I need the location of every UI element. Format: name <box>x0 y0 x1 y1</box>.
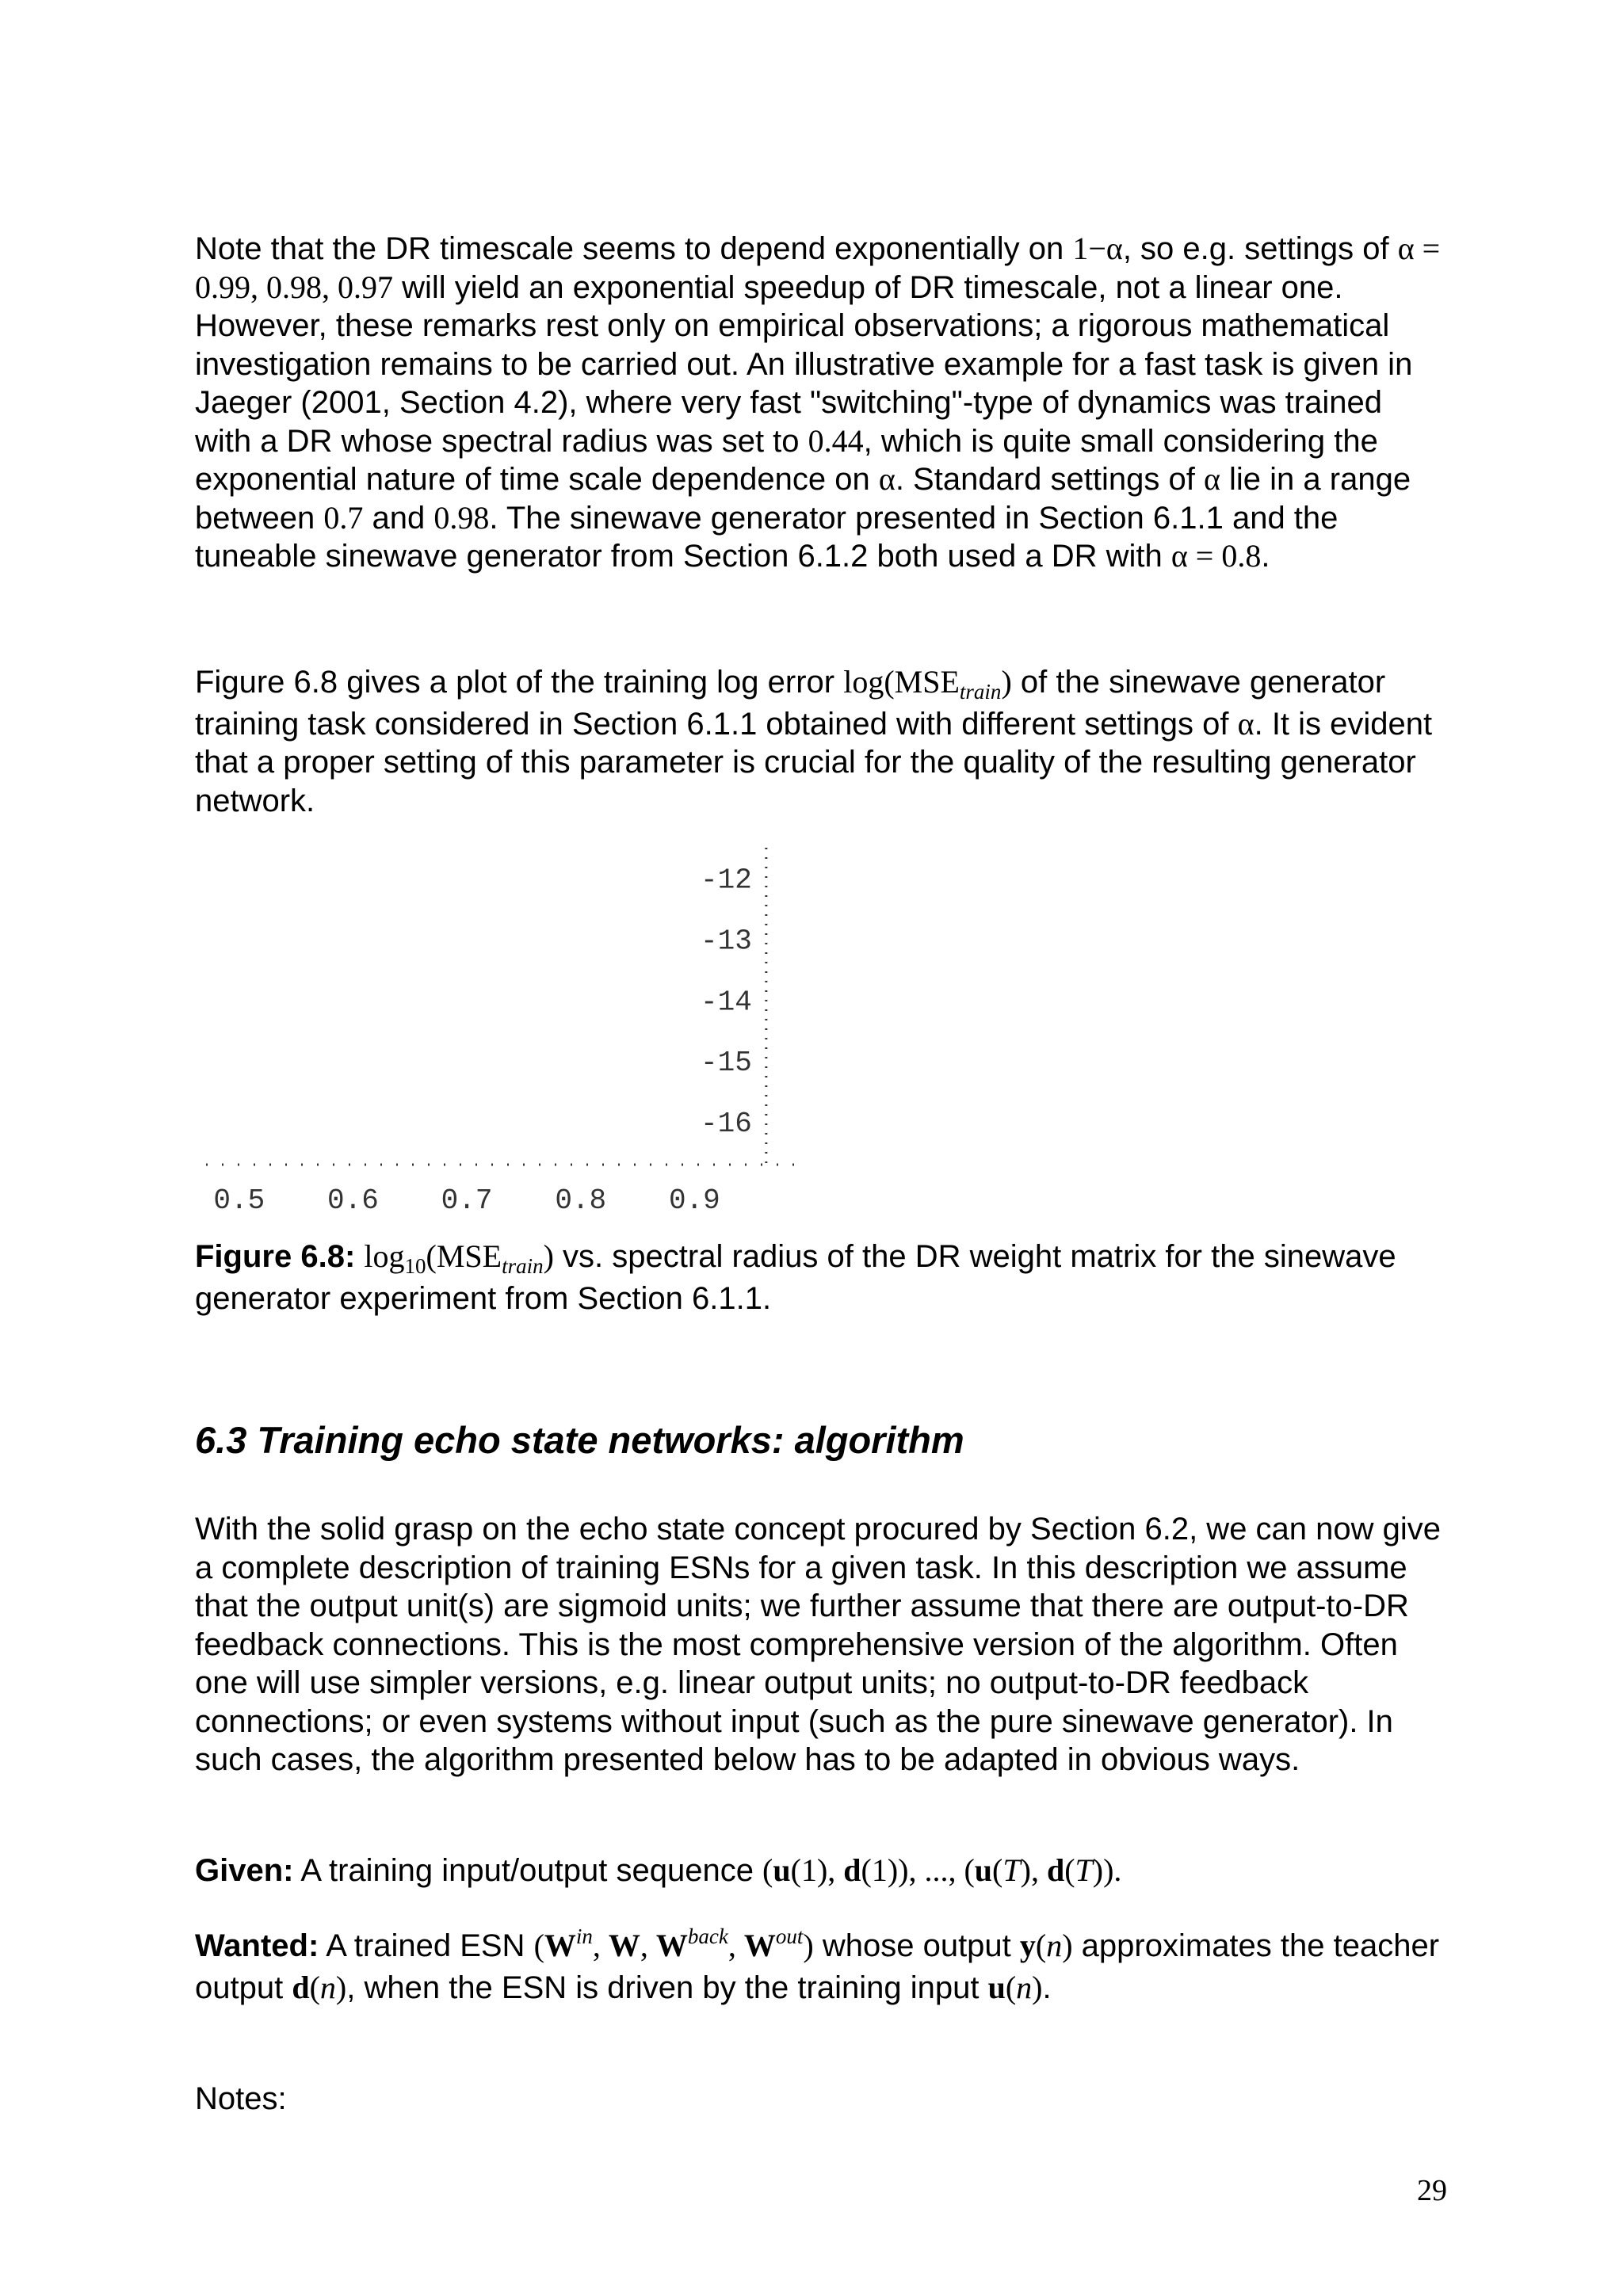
x-tick-label: 0.8 <box>555 1184 607 1217</box>
x-tick-label: 0.6 <box>327 1184 379 1217</box>
math-run: (1), <box>790 1852 844 1888</box>
math-paren: ) <box>1001 664 1012 700</box>
text-run: Note that the DR timescale seems to depend exponentially on <box>195 231 1073 266</box>
math-italic-n: n <box>1046 1928 1063 1963</box>
math-bold-d: d <box>1046 1852 1065 1888</box>
text-run: and <box>363 500 434 536</box>
text-run: A training input/output sequence <box>293 1853 763 1888</box>
y-tick-labels <box>701 864 752 1140</box>
x-tick-labels <box>213 1184 720 1217</box>
math-superscript: back <box>687 1924 728 1948</box>
math-italic-t: T <box>1075 1852 1093 1888</box>
x-tick-label: 0.7 <box>441 1184 493 1217</box>
x-tick-label: 0.5 <box>213 1184 265 1217</box>
math-run: , <box>727 1928 744 1963</box>
text-run: whose output <box>813 1928 1020 1963</box>
math-bold-u: u <box>773 1852 791 1888</box>
paragraph-dr-timescale <box>195 230 1447 576</box>
math-paren: ) <box>335 1969 347 2005</box>
notes-label: Notes: <box>195 2081 287 2116</box>
math-bold-u: u <box>974 1852 993 1888</box>
math-run: ), <box>1020 1852 1047 1888</box>
math-alpha-settings: α = 0.99, 0.98, 0.97 <box>195 231 1441 305</box>
y-tick-label: -15 <box>701 1047 752 1080</box>
text-run: lie in a range between <box>195 462 1411 536</box>
math-log: log <box>364 1238 405 1274</box>
caption-text: vs. spectral radius of the DR weight matrix for the sinewave generator experiment from Section 6.1.1. <box>195 1239 1396 1316</box>
math-bold-d: d <box>843 1852 861 1888</box>
math-value: 0.98 <box>433 499 490 536</box>
math-alpha: α <box>1203 461 1220 497</box>
math-paren: ( <box>309 1969 320 2005</box>
math-alpha: α <box>878 461 896 497</box>
text-run: . Standard settings of <box>895 462 1204 497</box>
math-italic-n: n <box>1016 1969 1033 2005</box>
math-mse: (MSE <box>426 1238 502 1274</box>
page-number: 29 <box>1417 2174 1447 2207</box>
math-paren: ) <box>543 1238 554 1274</box>
math-run: ( <box>992 1852 1003 1888</box>
math-paren: ( <box>762 1852 773 1888</box>
y-tick-label: -12 <box>701 864 752 897</box>
math-value: 0.44 <box>808 422 864 459</box>
text-run: A trained ESN <box>319 1928 534 1963</box>
caption-label: Figure 6.8: <box>195 1239 356 1274</box>
y-tick-label: -16 <box>701 1108 752 1141</box>
math-value: 0.7 <box>323 499 364 536</box>
math-run: , <box>592 1928 609 1963</box>
math-italic-t: T <box>1002 1852 1021 1888</box>
math-alpha: α <box>1237 705 1254 742</box>
text-run: , when the ESN is driven by the training input <box>346 1970 988 2005</box>
math-subscript: train <box>502 1254 544 1278</box>
math-paren: ( <box>1005 1969 1017 2005</box>
text-run: . <box>1261 539 1270 574</box>
math-bold-y: y <box>1019 1928 1036 1963</box>
text-run: . The sinewave generator presented in Section 6.1.1 and the tuneable sinewave generator from Section 6.1.2 both used a DR with <box>195 500 1338 574</box>
math-bold-w: W <box>743 1928 776 1963</box>
math-bold-d: d <box>292 1969 310 2005</box>
text-run: , so e.g. settings of <box>1122 231 1398 266</box>
text-run: . <box>1042 1970 1052 2005</box>
section-heading: 6.3 Training echo state networks: algorithm <box>195 1419 964 1461</box>
text-run: Figure 6.8 gives a plot of the training log error <box>195 665 844 700</box>
figure-6-8-plot <box>182 840 816 1220</box>
math-paren: ) <box>1062 1928 1073 1963</box>
paragraph-figure-reference <box>195 663 1447 820</box>
math-paren: ) <box>803 1928 814 1963</box>
math-superscript: out <box>775 1924 804 1948</box>
math-run: , <box>640 1928 656 1963</box>
math-bold-w: W <box>608 1928 640 1963</box>
y-tick-label: -13 <box>701 925 752 958</box>
paragraph-wanted <box>195 1924 1447 2007</box>
text-run: , which is quite small considering the exponential nature of time scale dependence on <box>195 423 1378 497</box>
text-run: . It is evident that a proper setting of this parameter is crucial for the quality of the resulting generator network. <box>195 706 1433 818</box>
math-alpha-value: α = 0.8 <box>1170 538 1262 574</box>
math-log-mse: log(MSE <box>843 664 960 700</box>
math-superscript: in <box>575 1924 593 1948</box>
math-subscript: train <box>959 680 1002 704</box>
wanted-label: Wanted: <box>195 1928 319 1963</box>
paragraph-given <box>195 1852 1447 1890</box>
math-bold-w: W <box>655 1928 688 1963</box>
math-paren: ) <box>1032 1969 1043 2005</box>
math-paren: ( <box>1035 1928 1047 1963</box>
math-run: ( <box>1064 1852 1075 1888</box>
paragraph-algorithm-intro: With the solid grasp on the echo state concept procured by Section 6.2, we can now give a complete description of training ESNs for a given task. In this description we assume that the output unit(s) are sigmoid units; we further assume that there are output-to-DR feedback connections. This is the most comprehensive version of the algorithm. Often one will use simpler versions, e.g. linear output units; no output-to-DR feedback connections; or even systems without input (such as the pure sinewave generator). In such cases, the algorithm presented below has to be adapted in obvious ways. <box>195 1512 1442 1777</box>
math-run: )). <box>1092 1852 1122 1888</box>
text-run: of the sinewave generator training task considered in Section 6.1.1 obtained with different settings of <box>195 665 1386 742</box>
figure-caption <box>195 1238 1447 1318</box>
math-subscript: 10 <box>404 1254 426 1278</box>
text-run: approximates the teacher output <box>195 1928 1440 2005</box>
text-run: will yield an exponential speedup of DR timescale, not a linear one. However, these remarks rest only on empirical observations; a rigorous mathematical investigation remains to be carried out. An illustrative example for a fast task is given in Jaeger (2001, Section 4.2), where very fast "switching"-type of dynamics was trained with a DR whose spectral radius was set to <box>195 269 1413 459</box>
given-label: Given: <box>195 1853 294 1888</box>
math-one-minus-alpha: 1−α <box>1072 231 1123 266</box>
y-tick-label: -14 <box>701 986 752 1019</box>
math-italic-n: n <box>319 1969 336 2005</box>
math-bold-u: u <box>987 1969 1006 2005</box>
math-run: (1)), ..., ( <box>861 1852 975 1888</box>
math-paren: ( <box>533 1928 544 1963</box>
math-bold-w: W <box>544 1928 576 1963</box>
x-tick-label: 0.9 <box>668 1184 720 1217</box>
